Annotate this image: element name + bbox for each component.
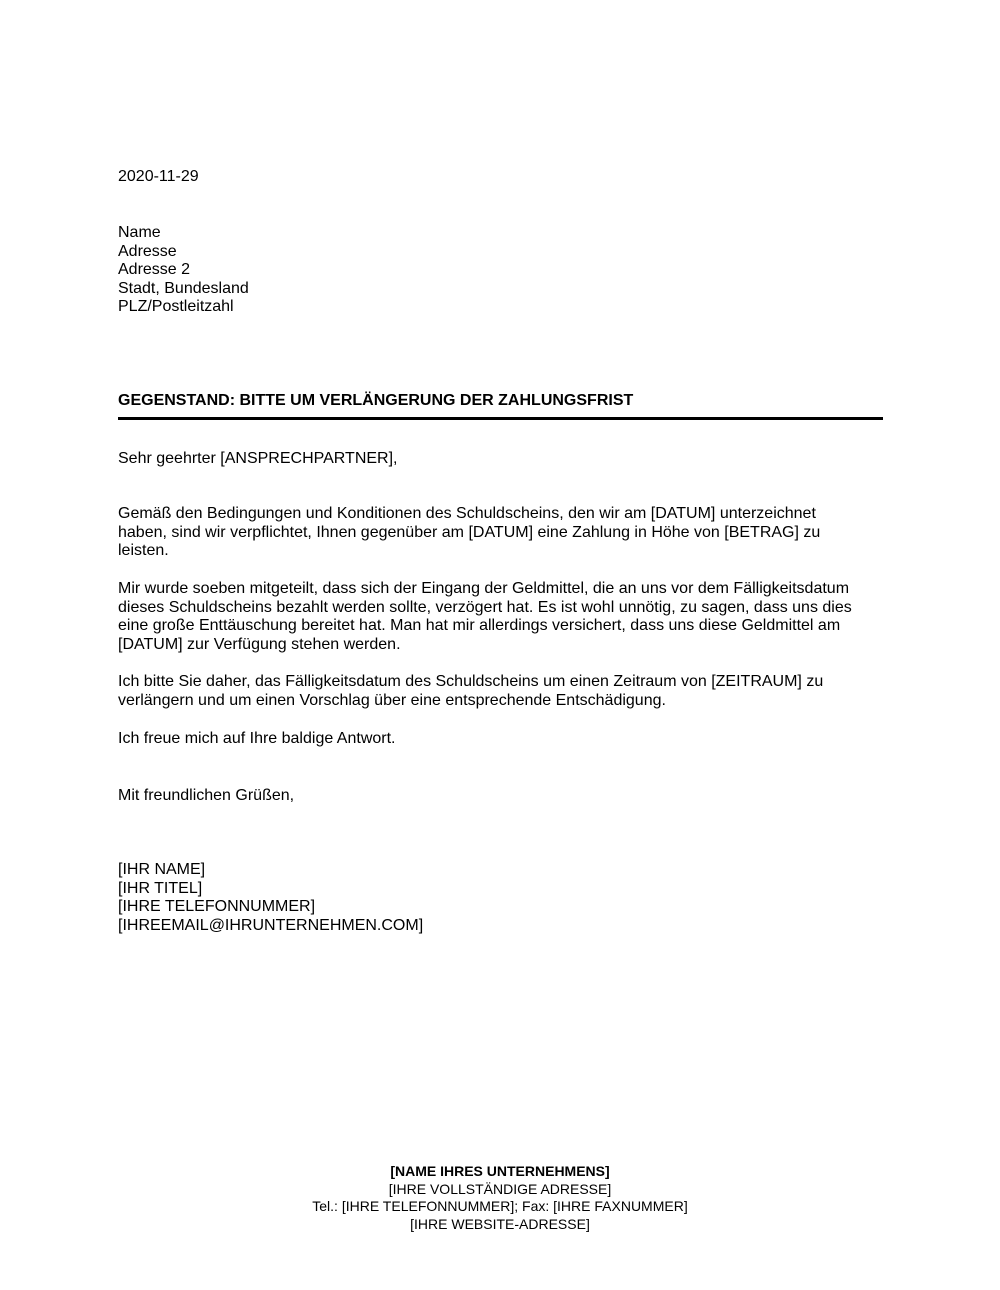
signature-title: [IHR TITEL]	[118, 879, 203, 897]
recipient-zip: PLZ/Postleitzahl	[118, 298, 234, 315]
closing: Mit freundlichen Grüßen,	[118, 787, 295, 804]
letter-date: 2020-11-29	[118, 168, 199, 185]
letter-footer	[0, 1163, 1000, 1233]
signature-block	[118, 861, 423, 935]
signature-phone: [IHRE TELEFONNUMMER]	[118, 898, 316, 915]
body-paragraph-4: Ich freue mich auf Ihre baldige Antwort.	[118, 730, 396, 747]
footer-website: [IHRE WEBSITE-ADRESSE]	[410, 1215, 590, 1232]
signature-email: [IHREEMAIL@IHRUNTERNEHMEN.COM]	[118, 916, 424, 934]
salutation: Sehr geehrter [ANSPRECHPARTNER],	[118, 450, 398, 467]
subject-line: GEGENSTAND: BITTE UM VERLÄNGERUNG DER ZAHLUNGSFRIST	[118, 392, 634, 409]
body-paragraph-2: Mir wurde soeben mitgeteilt, dass sich der Eingang der Geldmittel, die an uns vor dem Fälligkeitsdatum dieses Schuldscheins bezahlt werden sollte, verzögert hat. Es ist wohl unnötig, zu sagen, dass uns dies eine große Enttäuschung bereitet hat. Man hat mir allerdings versichert, dass uns diese Geldmittel am [DATUM] zur Verfügung stehen werden.	[118, 580, 852, 653]
body-paragraph-1: Gemäß den Bedingungen und Konditionen des Schuldscheins, den wir am [DATUM] unterzeichnet haben, sind wir verpflichtet, Ihnen gegenüber am [DATUM] eine Zahlung in Höhe von [BETRAG] zu leisten.	[118, 505, 821, 559]
footer-address: [IHRE VOLLSTÄNDIGE ADRESSE]	[388, 1180, 612, 1197]
subject-divider	[118, 417, 883, 420]
recipient-name: Name	[118, 224, 161, 241]
body-paragraph-3: Ich bitte Sie daher, das Fälligkeitsdatum des Schuldscheins um einen Zeitraum von [ZEITRAUM] zu verlängern und um einen Vorschlag über eine entsprechende Entschädigung.	[118, 673, 824, 709]
footer-contact: Tel.: [IHRE TELEFONNUMMER]; Fax: [IHRE FAXNUMMER]	[312, 1198, 688, 1214]
recipient-address-1: Adresse	[118, 242, 177, 260]
recipient-block	[118, 224, 249, 317]
recipient-city-state: Stadt, Bundesland	[118, 279, 249, 297]
footer-company: [NAME IHRES UNTERNEHMENS]	[390, 1163, 610, 1179]
recipient-address-2: Adresse 2	[118, 261, 191, 278]
signature-name: [IHR NAME]	[118, 861, 206, 878]
